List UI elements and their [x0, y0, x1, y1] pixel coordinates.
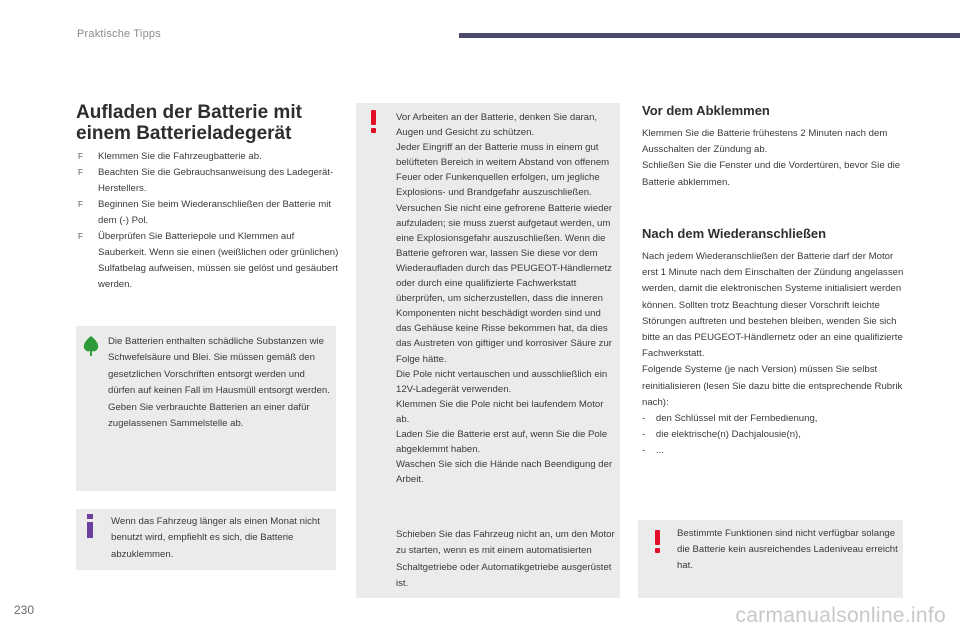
environment-note-text: Die Batterien enthalten schädliche Substanzen wie Schwefelsäure und Blei. Sie müssen gemäß den gesetzlichen Vorschriften entsorgt werden und dürfen auf keinen Fall im Hausmüll entsorgt werden. Geben Sie verbrauchte Batterien an einer dafür zugelassenen Sammelstelle ab.	[108, 336, 330, 430]
checkbox-bullet-icon: F	[78, 152, 83, 161]
section-label: Praktische Tipps	[77, 28, 161, 40]
exclamation-icon	[370, 110, 378, 134]
checkbox-bullet-icon: F	[78, 168, 83, 177]
watermark: carmanualsonline.info	[735, 604, 946, 627]
step-text: Beginnen Sie beim Wiederanschließen der Batterie mit dem (-) Pol.	[98, 199, 332, 226]
list-item	[78, 229, 340, 293]
list-item	[78, 149, 340, 165]
after-reconnect-text: Nach jedem Wiederanschließen der Batterie darf der Motor erst 1 Minute nach dem Einschalten der Zündung angelassen werden, damit die elektronischen Systeme initialisiert werden können. Sollten trotz Beachtung dieser Vorschrift leichte Störungen auftreten und bestehen bleiben, wenden Sie sich bitte an das PEUGEOT-Händlernetz oder an eine qualifizierte Fachwerkstatt. Folgende Systeme (je nach Version) müssen Sie selbst reinitialisieren (lesen Sie dazu bitte die entsprechende Rubrik nach): - den Schlüssel mit der Fernbedienung, - die elektrische(n) Dachjalousie(n), - ...	[642, 251, 904, 457]
step-text: Klemmen Sie die Fahrzeugbatterie ab.	[98, 151, 262, 162]
step-text: Überprüfen Sie Batteriepole und Klemmen auf Sauberkeit. Wenn sie einen (weißlichen oder grünlichen) Sulfatbelag aufweisen, müssen sie gelöst und gesäubert werden.	[98, 231, 339, 290]
list-item	[78, 165, 340, 197]
push-start-note: Schieben Sie das Fahrzeug nicht an, um den Motor zu starten, wenn es mit einem automatisierten Schaltgetriebe oder Automatikgetriebe ausgerüstet ist.	[396, 529, 615, 590]
notice-text: Bestimmte Funktionen sind nicht verfügbar solange die Batterie kein ausreichendes Ladeniveau erreicht hat.	[677, 528, 898, 571]
page-number: 230	[14, 603, 35, 617]
exclamation-icon	[654, 530, 662, 554]
step-text: Beachten Sie die Gebrauchsanweisung des Ladegerät-Herstellers.	[98, 167, 334, 194]
steps-list	[78, 149, 340, 293]
list-item	[78, 197, 340, 229]
info-note-text: Wenn das Fahrzeug länger als einen Monat nicht benutzt wird, empfiehlt es sich, die Batterie abzuklemmen.	[111, 516, 320, 560]
before-disconnect-text: Klemmen Sie die Batterie frühestens 2 Minuten nach dem Ausschalten der Zündung ab. Schließen Sie die Fenster und die Vordertüren, bevor Sie die Batterie abklemmen.	[642, 128, 901, 188]
page-title: Aufladen der Batterie mit einem Batterieladegerät	[76, 102, 302, 144]
leaf-icon	[82, 335, 100, 357]
checkbox-bullet-icon: F	[78, 232, 83, 241]
section-title-before-disconnect: Vor dem Abklemmen	[642, 103, 770, 118]
header-bar	[459, 33, 960, 38]
checkbox-bullet-icon: F	[78, 200, 83, 209]
info-icon	[86, 514, 94, 538]
section-title-after-reconnect: Nach dem Wiederanschließen	[642, 226, 827, 241]
warning-text: Vor Arbeiten an der Batterie, denken Sie daran, Augen und Gesicht zu schützen. Jeder Eingriff an der Batterie muss in einem gut belüfteten Bereich in weitem Abstand von offenem Feuer oder Funkenquellen erfolgen, um jegliche Explosions- und Brandgefahr auszuschließen. Versuchen Sie nicht eine gefrorene Batterie wieder aufzuladen; sie muss zuerst aufgetaut werden, um eine Explosionsgefahr auszuschließen. Wenn die Batterie gefroren war, lassen Sie diese vor dem Wiederaufladen durch das PEUGEOT-Händlernetz oder durch eine qualifizierte Fachwerkstatt überprüfen, um sicherzustellen, dass die inneren Komponenten nicht beschädigt worden sind und das Gehäuse keine Risse bekommen hat, da dies das Austreten von giftiger und korrosiver Säure zur Folge hätte. Die Pole nicht vertauschen und ausschließlich ein 12V-Ladegerät verwenden. Klemmen Sie die Pole nicht bei laufendem Motor ab. Laden Sie die Batterie erst auf, wenn Sie die Pole abgeklemmt haben. Waschen Sie sich die Hände nach Beendigung der Arbeit.	[396, 112, 613, 486]
